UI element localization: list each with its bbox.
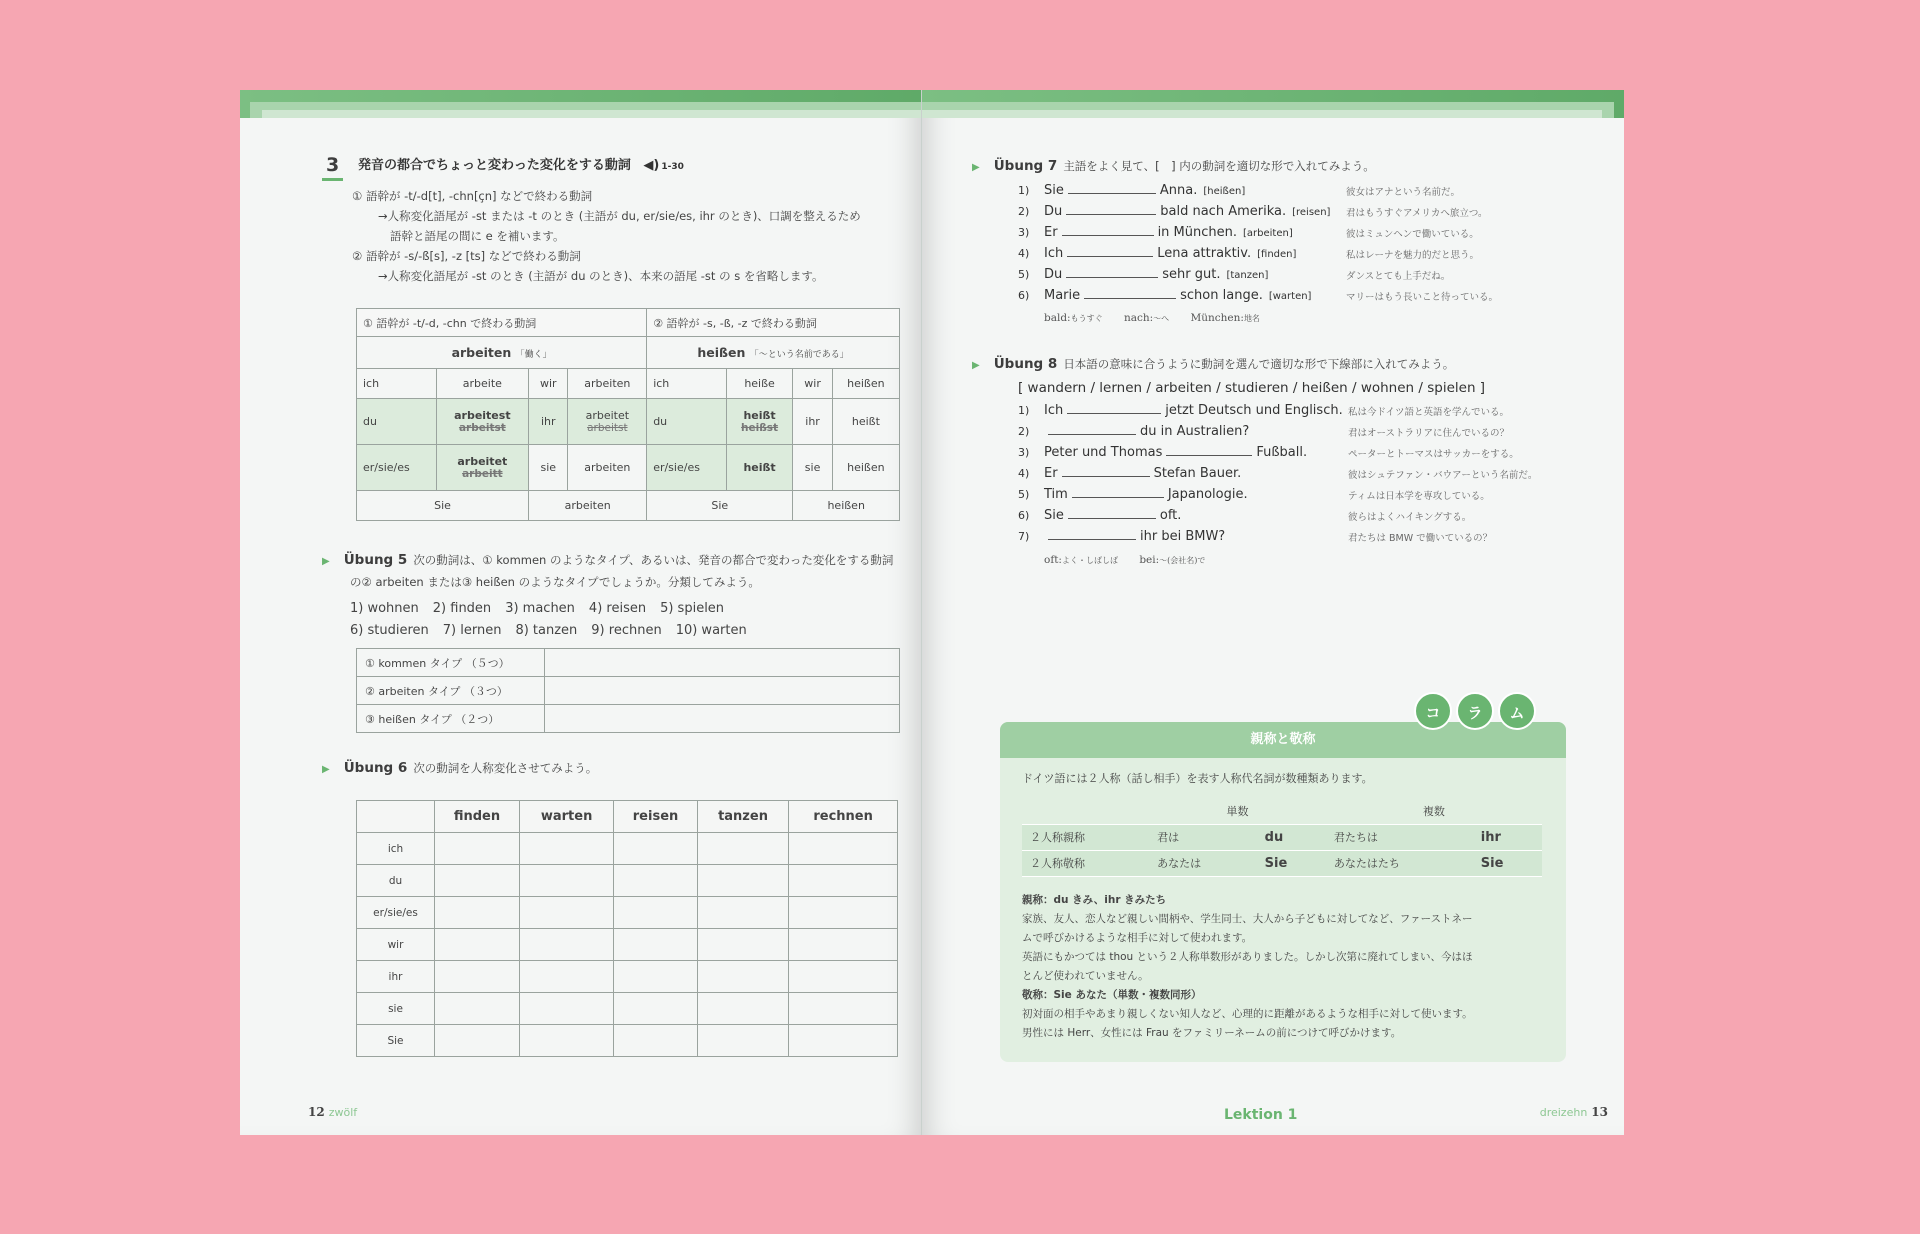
answer-cell[interactable] xyxy=(545,677,900,705)
open-textbook xyxy=(240,90,1624,1135)
table-row: er/sie/es xyxy=(357,897,898,929)
answer-blank[interactable] xyxy=(1048,423,1136,435)
verb-heading: heißen 「～という名前である」 xyxy=(647,337,900,369)
page-number: dreizehn 13 xyxy=(1539,1105,1608,1119)
word-box: [ wandern / lernen / arbeiten / studieren / heißen / wohnen / spielen ] xyxy=(1018,380,1486,396)
exercise-item: 2) Du bald nach Amerika. [reisen] 君はもうすぐアメリカへ旅立つ。 xyxy=(1018,204,1488,219)
exercise-item: 7) ihr bei BMW? 君たちは BMW で働いているの？ xyxy=(1018,529,1493,544)
answer-blank[interactable] xyxy=(1067,402,1161,414)
exercise-item: 2) du in Australien? 君はオーストラリアに住んでいるの？ xyxy=(1018,424,1510,439)
exercise-item: 6) Marie schon lange. [warten] マリーはもう長いこと待っている。 xyxy=(1018,288,1499,303)
top-band xyxy=(240,90,921,118)
exercise-item: 5) Du sehr gut. [tanzen] ダンスとても上手だね。 xyxy=(1018,267,1451,282)
section-title: 発音の都合でちょっと変わった変化をする動詞 ◀) 1-30 xyxy=(358,158,684,173)
answer-blank[interactable] xyxy=(1062,465,1150,477)
exercise-item: 1) Sie Anna. [heißen] 彼女はアナという名前だ。 xyxy=(1018,183,1461,198)
column-badge: コ ラ ム xyxy=(1414,692,1536,730)
table-row: Sie xyxy=(357,1025,898,1057)
table-header: ① 語幹が -t/-d, -chn で終わる動詞 xyxy=(357,309,647,337)
exercise-item: 4) Er Stefan Bauer. 彼はシュテファン・バウアーという名前だ。 xyxy=(1018,466,1538,481)
answer-blank[interactable] xyxy=(1068,182,1156,194)
column-text: 親称：du きみ、ihr きみたち 家族、友人、恋人など親しい間柄や、学生同士、大人から子どもに対してなど、ファーストネー ムで呼びかけるような相手に対して使われます。 英語にもかつては thou という２人称単数形がありました。しかし次第に廃れてしまい、今はほ とんど使われていません。 敬称：Sie あなた（単数・複数同形） 初対面の相手やあまり親しくない知人など、心理的に距離があるような相手に対して使います。 男性には Herr、女性には Frau をファミリーネームの前につけて呼びかけます。 xyxy=(1022,893,1473,1039)
vocabulary-gloss: bald:もうすぐ nach:～へ München:地名 xyxy=(1044,312,1260,324)
column-box xyxy=(1000,704,1566,1062)
triangle-icon: ▶ xyxy=(972,162,980,173)
top-band xyxy=(922,90,1624,118)
pronoun-table: 単数 複数 ２人称親称 君は du 君たちは ihr ２人称敬称 あなたは Sie あなたはたち Sie xyxy=(1022,798,1542,877)
ubung-7: ▶ Übung 7 主語をよく見て、[ ] 内の動詞を適切な形で入れてみよう。 xyxy=(972,158,1375,174)
answer-blank[interactable] xyxy=(1067,245,1153,257)
table-header: ② 語幹が -s, -ß, -z で終わる動詞 xyxy=(647,309,900,337)
verb-heading: arbeiten 「働く」 xyxy=(357,337,647,369)
table-row: du arbeitest arbeitst ihr arbeitet arbeitst du heißt heißst ihr heißt xyxy=(357,399,900,445)
answer-blank[interactable] xyxy=(1062,224,1154,236)
answer-blank[interactable] xyxy=(1048,528,1136,540)
answer-blank[interactable] xyxy=(1084,287,1176,299)
exercise-item: 4) Ich Lena attraktiv. [finden] 私はレーナを魅力的だと思う。 xyxy=(1018,246,1480,261)
note-line: ① 語幹が -t/-d[t], -chn[çn] などで終わる動詞 xyxy=(352,189,593,203)
triangle-icon: ▶ xyxy=(322,764,330,775)
answer-blank[interactable] xyxy=(1068,507,1156,519)
answer-blank[interactable] xyxy=(1166,444,1252,456)
page-number: 12 zwölf xyxy=(308,1105,358,1119)
table-row: ２人称敬称 あなたは Sie あなたはたち Sie xyxy=(1022,850,1542,876)
conjugation-exercise-table: finden warten reisen tanzen rechnen ich du er/sie/es wir ihr sie Sie xyxy=(356,800,898,1057)
lektion-label: Lektion 1 xyxy=(1224,1107,1298,1123)
answer-cell[interactable] xyxy=(545,705,900,733)
table-row: er/sie/es arbeitet arbeitt sie arbeiten er/sie/es heißt sie heißen xyxy=(357,445,900,491)
table-row: ich arbeite wir arbeiten ich heiße wir heißen xyxy=(357,369,900,399)
verb-list: 1) wohnen 2) finden 3) machen 4) reisen 5) spielen 6) studieren 7) lernen 8) tanzen 9) rechnen 10) warten xyxy=(350,601,747,638)
answer-cell[interactable] xyxy=(545,649,900,677)
left-page xyxy=(240,90,922,1135)
table-row: ihr xyxy=(357,961,898,993)
triangle-icon: ▶ xyxy=(972,360,980,371)
exercise-item: 3) Er in München. [arbeiten] 彼はミュンヘンで働いている。 xyxy=(1018,225,1479,240)
table-row: ③ heißen タイプ （２つ） xyxy=(357,705,900,733)
answer-blank[interactable] xyxy=(1066,203,1156,215)
ubung-8: ▶ Übung 8 日本語の意味に合うように動詞を選んで適切な形で下線部に入れてみよう。 xyxy=(972,356,1455,372)
triangle-icon: ▶ xyxy=(322,556,330,567)
table-row: ich xyxy=(357,833,898,865)
exercise-item: 5) Tim Japanologie. ティムは日本学を専攻している。 xyxy=(1018,487,1490,502)
table-row: du xyxy=(357,865,898,897)
note-line: →人称変化語尾が -st のとき (主語が du のとき)、本来の語尾 -st の s を省略します。 xyxy=(378,269,824,283)
exercise-item: 6) Sie oft. 彼らはよくハイキングする。 xyxy=(1018,508,1472,523)
note-line: ② 語幹が -s/-ß[s], -z [ts] などで終わる動詞 xyxy=(352,249,581,263)
notes xyxy=(352,186,912,286)
note-line: 語幹と語尾の間に e を補います。 xyxy=(390,229,565,243)
table-row: Sie arbeiten Sie heißen xyxy=(357,491,900,521)
table-row: sie xyxy=(357,993,898,1025)
section-number: 3 xyxy=(322,154,343,181)
column-intro: ドイツ語には２人称（話し相手）を表す人称代名詞が数種類あります。 xyxy=(1022,772,1373,785)
answer-blank[interactable] xyxy=(1066,266,1158,278)
note-line: →人称変化語尾が -st または -t のとき (主語が du, er/sie/es, ihr のとき)、口調を整えるため xyxy=(378,209,861,223)
audio-track: 1-30 xyxy=(661,162,684,172)
table-row: wir xyxy=(357,929,898,961)
ubung-6: ▶ Übung 6 次の動詞を人称変化させてみよう。 xyxy=(322,760,598,776)
ubung-5: ▶ Übung 5 次の動詞は、① kommen のようなタイプ、あるいは、発音の都合で変わった変化をする動詞 の② arbeiten または③ heißen のようなタイプでしょうか。分類してみよう。 1) wohnen 2) finden 3) machen 4) reisen 5) spielen 6) studieren 7) lernen 8) tanzen 9) rechnen 10) warten xyxy=(322,550,902,642)
exercise-item: 3) Peter und Thomas Fußball. ペーターとトーマスはサッカーをする。 xyxy=(1018,445,1519,460)
ubung-7-items xyxy=(1018,182,1578,308)
speaker-icon[interactable]: ◀) xyxy=(643,158,660,173)
column-title: 親称と敬称 xyxy=(1000,722,1566,758)
right-page xyxy=(922,90,1624,1135)
vocabulary-gloss: oft:よく・しばしば bei:～(会社名)で xyxy=(1044,554,1206,566)
conjugation-table xyxy=(356,308,900,521)
table-row: ２人称親称 君は du 君たちは ihr xyxy=(1022,824,1542,850)
answer-blank[interactable] xyxy=(1072,486,1164,498)
ubung-8-items xyxy=(1018,402,1578,549)
type-table xyxy=(356,648,900,733)
exercise-item: 1) Ich jetzt Deutsch und Englisch. 私は今ドイツ語と英語を学んでいる。 xyxy=(1018,403,1510,418)
table-row: ② arbeiten タイプ （３つ） xyxy=(357,677,900,705)
table-row: ① kommen タイプ （５つ） xyxy=(357,649,900,677)
